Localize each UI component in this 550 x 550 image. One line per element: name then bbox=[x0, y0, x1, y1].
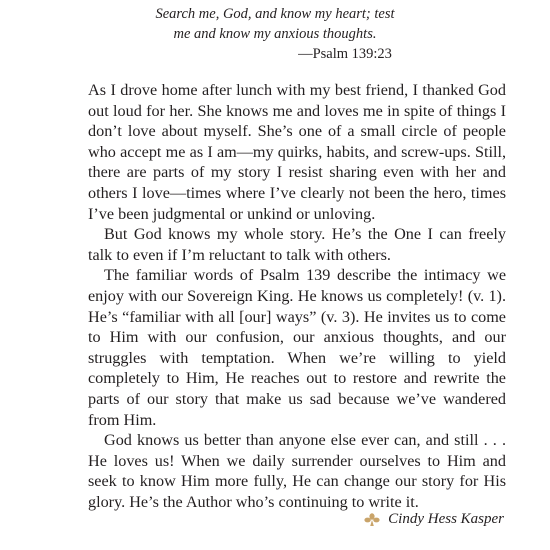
epigraph bbox=[0, 4, 550, 64]
paragraph-2: But God knows my whole story. He’s the One I can freely talk to even if I’m reluctant to talk with others. bbox=[88, 225, 506, 264]
paragraph-3: The familiar words of Psalm 139 describe the intimacy we enjoy with our Sovereign King. He knows us completely! (v. 1). He’s “familiar with all [our] ways” (v. 3). He invites us to come to Him with our confusion, our anxious thoughts, and our struggles with temptation. When we’re willing to yield completely to Him, He reaches out to restore and rewrite the parts of our story that make us sad because we’ve wandered from Him. bbox=[88, 266, 506, 429]
epigraph-line-2: me and know my anxious thoughts. bbox=[173, 26, 377, 42]
epigraph-line-1: Search me, God, and know my heart; test bbox=[155, 6, 395, 22]
author-signature bbox=[364, 511, 504, 528]
fleuron-icon bbox=[364, 513, 380, 527]
paragraph-4: God knows us better than anyone else ever can, and still . . . He loves us! When we daily surrender ourselves to Him and seek to know Him more fully, He can change our story for His glory. He’s the Author who’s continuing to write it. bbox=[88, 431, 506, 511]
paragraph-1: As I drove home after lunch with my best friend, I thanked God out loud for her. She knows me and loves me in spite of things I don’t love about myself. She’s one of a small circle of people who accept me as I am—my quirks, habits, and screw-ups. Still, there are parts of my story I resist sharing even with her and others I love—times where I’ve clearly not been the hero, times I’ve been judgmental or unkind or unloving. bbox=[88, 81, 506, 223]
author-name: Cindy Hess Kasper bbox=[388, 511, 504, 527]
epigraph-citation: —Psalm 139:23 bbox=[298, 46, 392, 62]
devotional-body bbox=[88, 80, 506, 512]
